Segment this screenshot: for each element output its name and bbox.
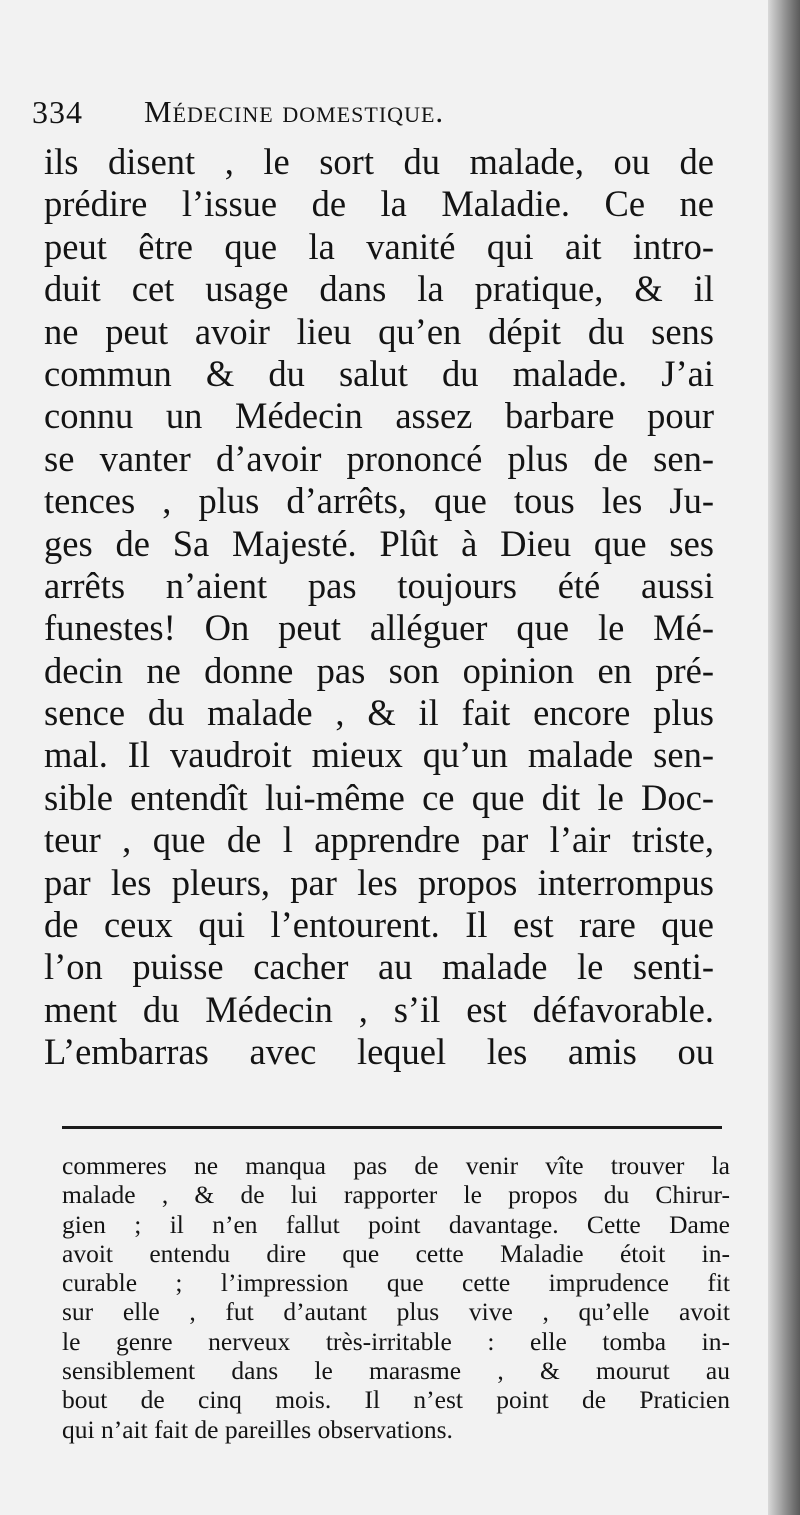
- body-line: arrêts n’aient pas toujours été aussi: [44, 564, 714, 606]
- body-line: ment du Médecin , s’il est défavorable.: [44, 988, 714, 1030]
- body-line: mal. Il vaudroit mieux qu’un malade sen-: [44, 734, 714, 776]
- body-line: tences , plus d’arrêts, que tous les Ju-: [44, 480, 714, 522]
- footnote-line: sur elle , fut d’autant plus vive , qu’elle avoit: [62, 1297, 730, 1327]
- footnote-line: commeres ne manqua pas de venir vîte trouver la: [62, 1151, 730, 1180]
- body-line: funestes! On peut alléguer que le Mé-: [44, 607, 714, 649]
- body-line: sence du malade , & il fait encore plus: [44, 692, 714, 734]
- footnote-rule: [62, 1126, 722, 1129]
- body-text: [44, 141, 714, 1074]
- footnote-line: gien ; il n’en fallut point davantage. Cette Dame: [62, 1209, 730, 1239]
- body-line: connu un Médecin assez barbare pour: [44, 395, 714, 437]
- body-line: decin ne donne pas son opinion en pré-: [44, 649, 714, 691]
- body-line: de ceux qui l’entourent. Il est rare que: [44, 904, 714, 946]
- footnote-line: bout de cinq mois. Il n’est point de Praticien: [62, 1385, 730, 1415]
- footnote-line: le genre nerveux très-irritable : elle tomba in-: [62, 1326, 730, 1356]
- body-line: teur , que de l apprendre par l’air triste,: [44, 819, 714, 861]
- body-line: ne peut avoir lieu qu’en dépit du sens: [44, 310, 714, 352]
- page-gutter-shadow: [768, 0, 800, 1515]
- body-line: L’embarras avec lequel les amis ou: [44, 1031, 714, 1073]
- body-line: peut être que la vanité qui ait intro-: [44, 225, 714, 267]
- footnote-line: avoit entendu dire que cette Maladie étoit in-: [62, 1238, 730, 1268]
- page-number: 334: [32, 94, 83, 130]
- body-line: duit cet usage dans la pratique, & il: [44, 268, 714, 310]
- body-line: sible entendît lui-même ce que dit le Doc-: [44, 776, 714, 818]
- footnote-line: sensiblement dans le marasme , & mourut au: [62, 1356, 730, 1386]
- page-header: [32, 94, 732, 138]
- footnote-line: qui n’ait fait de pareilles observations.: [62, 1414, 453, 1444]
- body-line: se vanter d’avoir prononcé plus de sen-: [44, 437, 714, 479]
- footnote-line: malade , & de lui rapporter le propos du Chirur-: [62, 1180, 730, 1210]
- body-line: commun & du salut du malade. J’ai: [44, 352, 714, 394]
- body-line: prédire l’issue de la Maladie. Ce ne: [44, 183, 714, 225]
- body-line: ils disent , le sort du malade, ou de: [44, 141, 714, 182]
- body-line: ges de Sa Majesté. Plût à Dieu que ses: [44, 522, 714, 564]
- footnote: [62, 1151, 730, 1444]
- footnote-line: curable ; l’impression que cette imprudence fit: [62, 1268, 730, 1298]
- body-line: par les pleurs, par les propos interrompus: [44, 861, 714, 903]
- body-line: l’on puisse cacher au malade le senti-: [44, 946, 714, 988]
- running-head: Médecine domestique.: [144, 94, 445, 129]
